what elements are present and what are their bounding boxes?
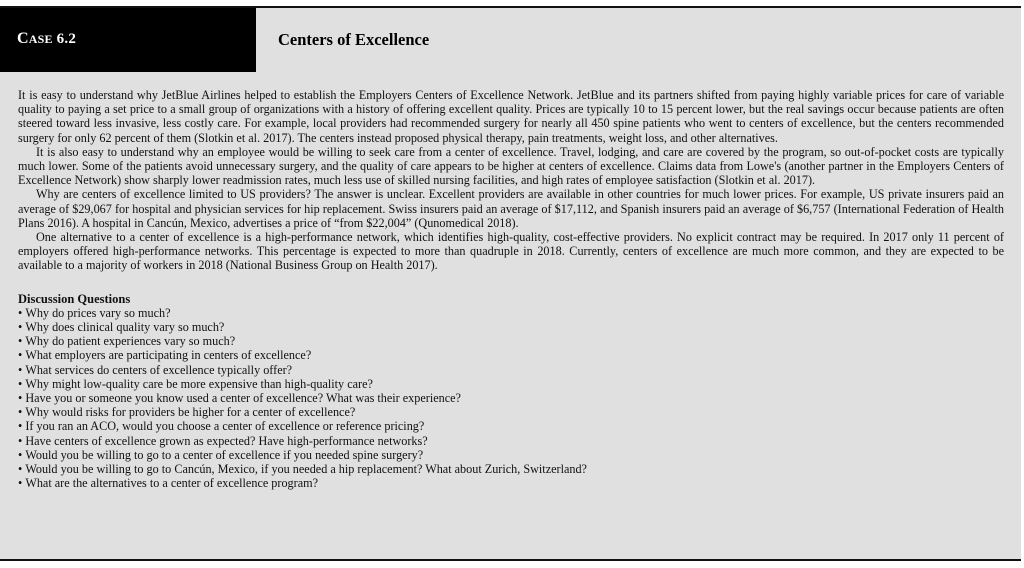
paragraph-4: One alternative to a center of excellence is a high-performance network, which identifies high-quality, cost-effective providers. No explicit contract may be required. In 2017 only 11 percent of employers offered high-performance networks. This percentage is expected to more than quadruple in 2018. Currently, centers of excellence are much more common, and they are expected to be available to a majority of workers in 2018 (National Business Group on Health 2017). xyxy=(18,230,1004,273)
discussion-question: • Why do prices vary so much? xyxy=(18,306,1004,320)
discussion-question: • Have you or someone you know used a center of excellence? What was their experience? xyxy=(18,391,1004,405)
discussion-question: • Why might low-quality care be more expensive than high-quality care? xyxy=(18,377,1004,391)
discussion-question: • If you ran an ACO, would you choose a center of excellence or reference pricing? xyxy=(18,419,1004,433)
case-prefix-rest: ASE xyxy=(28,32,53,46)
case-number: 6.2 xyxy=(56,31,77,47)
discussion-question: • Why do patient experiences vary so much? xyxy=(18,334,1004,348)
discussion-question: • Would you be willing to go to Cancún, Mexico, if you needed a hip replacement? What about Zurich, Switzerland? xyxy=(18,462,1004,476)
discussion-question: • What are the alternatives to a center of excellence program? xyxy=(18,476,1004,490)
case-page xyxy=(0,6,1021,561)
case-label-box xyxy=(0,8,256,72)
discussion-question: • Why does clinical quality vary so much? xyxy=(18,320,1004,334)
discussion-questions-heading: Discussion Questions xyxy=(18,291,131,306)
discussion-question: • What services do centers of excellence typically offer? xyxy=(18,363,1004,377)
paragraph-1: It is easy to understand why JetBlue Airlines helped to establish the Employers Centers of Excellence Network. JetBlue and its partners shifted from paying highly variable prices for care of variable quality to paying a set price to a small group of organizations with a history of offering excellent quality. Prices are typically 10 to 15 percent lower, but the real savings occur because patients are often steered toward less invasive, less costly care. For example, local providers had recommended surgery for nearly all 450 spine patients who went to centers of excellence, but the centers recommended surgery for only 62 percent of them (Slotkin et al. 2017). The centers instead proposed physical therapy, pain treatments, weight loss, and other alternatives. xyxy=(18,88,1004,145)
case-body xyxy=(18,88,1004,490)
case-prefix-initial: C xyxy=(17,30,29,47)
case-title: Centers of Excellence xyxy=(278,30,430,49)
discussion-question: • Have centers of excellence grown as expected? Have high-performance networks? xyxy=(18,434,1004,448)
paragraph-2: It is also easy to understand why an employee would be willing to seek care from a center of excellence. Travel, lodging, and care are covered by the program, so out-of-pocket costs are typically much lower. Some of the patients avoid unnecessary surgery, and the quality of care appears to be higher at centers of excellence. Claims data from Lowe's (another partner in the Employers Centers of Excellence Network) show sharply lower readmission rates, much less use of skilled nursing facilities, and high rates of employee satisfaction (Slotkin et al. 2017). xyxy=(18,144,1004,188)
discussion-question: • Why would risks for providers be higher for a center of excellence? xyxy=(18,405,1004,419)
discussion-question: • What employers are participating in centers of excellence? xyxy=(18,348,1004,362)
discussion-questions-list xyxy=(18,306,1004,491)
discussion-question: • Would you be willing to go to a center of excellence if you needed spine surgery? xyxy=(18,448,1004,462)
case-header xyxy=(0,8,1021,72)
paragraph-3: Why are centers of excellence limited to US providers? The answer is unclear. Excellent providers are available in other countries for much lower prices. For example, US private insurers paid an average of $29,067 for hospital and physician services for hip replacement. Swiss insurers paid an average of $17,112, and Spanish insurers paid an average of $6,757 (International Federation of Health Plans 2016). A hospital in Cancún, Mexico, advertises a price of “from $22,004” (Qunomedical 2018). xyxy=(18,187,1004,230)
